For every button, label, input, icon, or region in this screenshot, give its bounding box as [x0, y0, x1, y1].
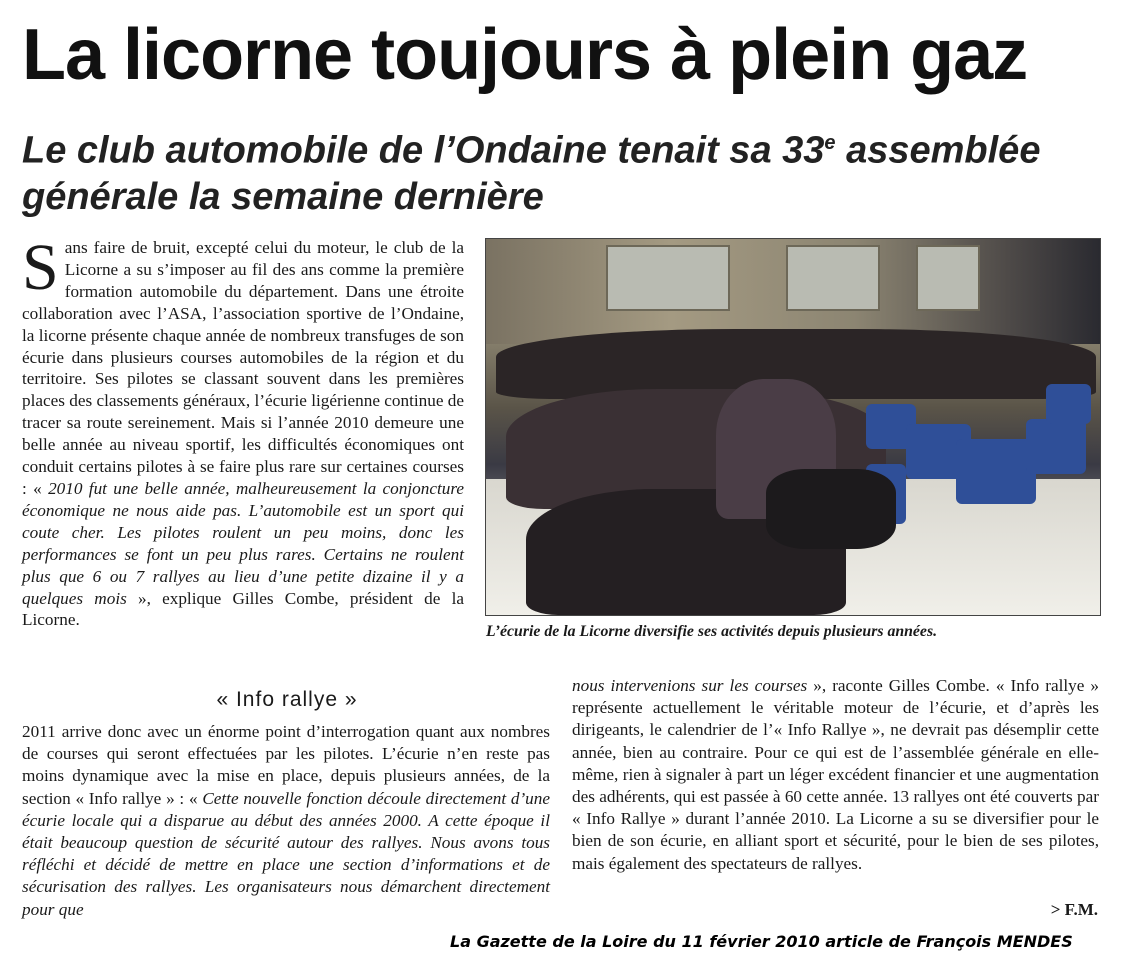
author-signature: > F.M.: [1050, 900, 1098, 919]
intro-text: ans faire de bruit, excepté celui du moteur, le club de la Licorne a su s’imposer au fil des ans comme la première formation automobile du département. Dans une étroite collaboration avec l’ASA, l’association sportive de l’Ondaine, la licorne présente chaque année de nombreux transfuges de son écurie dans plusieurs courses automobiles de la région et du territoire. Ses pilotes se classant souvent dans les premières places des classements généraux, l’écurie ligérienne continue de tracer sa route sereinement. Mais si l’année 2010 demeure une belle année au niveau sportif, les difficultés économiques ont conduit certains pilotes à se faire plus rare sur certaines courses : «: [22, 238, 464, 498]
source-credit: La Gazette de la Loire du 11 février 2010 article de François MENDES: [450, 932, 1073, 951]
photo-chair: [1046, 384, 1091, 424]
intro-end: », explique Gilles Combe, président de la Licorne.: [22, 588, 464, 630]
headline: La licorne toujours à plein gaz: [22, 15, 1028, 95]
photo-chair: [956, 439, 1036, 504]
article-body-right: [572, 675, 1099, 875]
subheadline: [22, 120, 1112, 220]
photo-window: [786, 245, 880, 311]
article-intro-column: [22, 231, 465, 631]
body-left-text: 2011 arrive donc avec un énorme point d’interrogation quant aux nombres de courses qui seront effectuées par les pilotes. L’écurie n’en reste pas moins dynamique avec la mise en place, depuis plusieurs années, de la section « Info rallye » : «: [22, 722, 550, 808]
photo-caption: L’écurie de la Licorne diversifie ses activités depuis plusieurs années.: [486, 623, 938, 640]
subheadline-post: assemblée générale la semaine dernière: [22, 129, 1041, 218]
photo-coat: [766, 469, 896, 549]
subheadline-sup: e: [824, 132, 836, 154]
intro-quote: 2010 fut une belle année, malheureusement la conjoncture économique ne nous aide pas. L’automobile est un sport qui coute cher. Les pilotes roulent un peu moins, donc les performances se font un peu plus rares. Certains ne roulent plus que 6 ou 7 rallyes au lieu d’une petite dizaine il y a quelques mois: [22, 478, 465, 608]
article-photo: [485, 238, 1101, 616]
drop-cap: S: [22, 231, 59, 304]
subheadline-pre: Le club automobile de l’Ondaine tenait sa 33: [22, 129, 825, 172]
section-title: « Info rallye »: [216, 688, 358, 711]
body-right-text: », raconte Gilles Combe. « Info rallye » représente actuellement le véritable moteur de l’écurie, et d’après les dirigeants, le calendrier de l’« Info Rallye », ne devrait pas désemplir cette année, bien au contraire. Pour ce qui est de l’assemblée générale en elle-même, rien à signaler à part un léger excédent financier et une augmentation des adhérents, qui est passée à 60 cette année. 13 rallyes ont été couverts par « Info Rallye » durant l’année 2010. La Licorne a su se diversifier pour le bien de son écurie, en alliant sport et sécurité, pour le bien de ses pilotes, mais également des spectateurs de rallyes.: [572, 676, 1099, 873]
photo-window: [916, 245, 980, 311]
photo-chair: [1026, 419, 1086, 474]
article-body-left: [22, 721, 550, 921]
body-left-quote: Cette nouvelle fonction découle directement d’une écurie locale qui a disparue au début des années 2000. A cette époque il était beaucoup question de sécurité autour des rallyes. Nous avons tous réfléchi et décidé de mettre en place une section d’informations et de sécurisation des rallyes. Les organisateurs nous démarchent directement pour que: [22, 788, 550, 919]
body-right-quote: nous intervenions sur les courses: [572, 676, 808, 695]
photo-window: [606, 245, 730, 311]
